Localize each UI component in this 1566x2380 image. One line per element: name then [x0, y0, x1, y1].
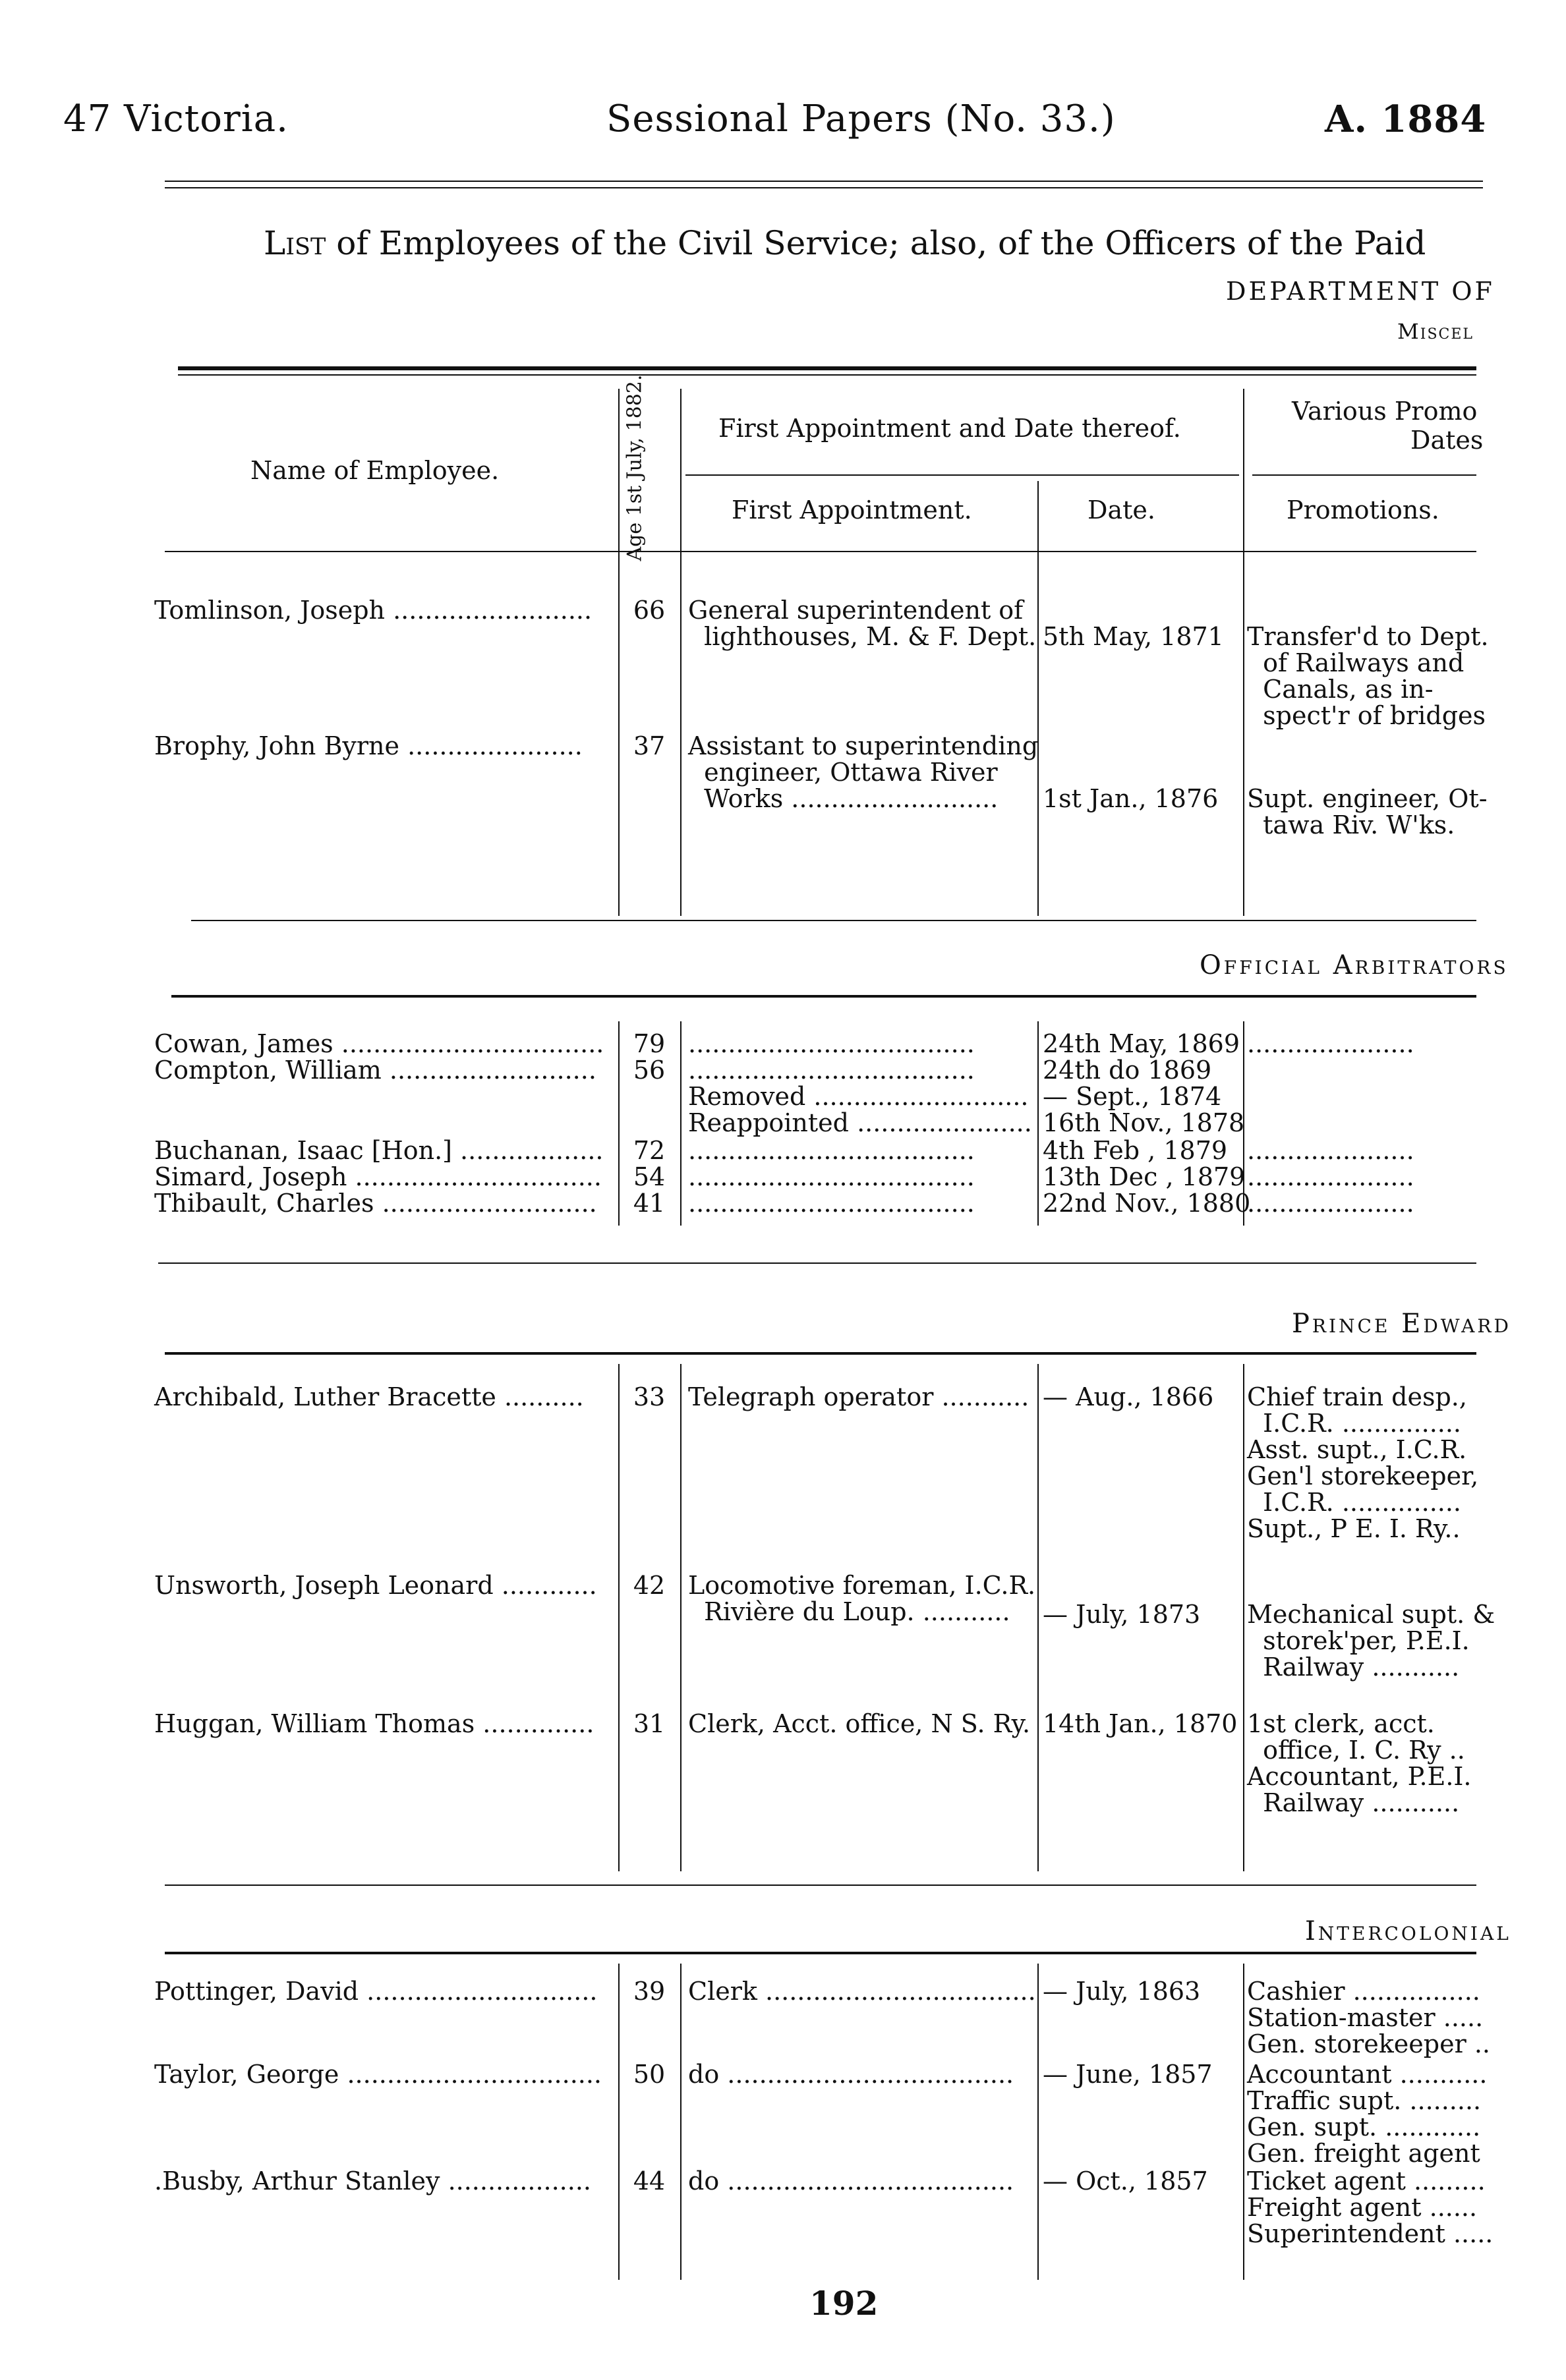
row-age: 56 [633, 1056, 666, 1085]
section-rule [158, 1262, 1476, 1264]
row-age: 54 [633, 1162, 666, 1191]
running-head-right: A. 1884 [1325, 98, 1487, 141]
row-appointment: Clerk .................................. [688, 1977, 1036, 2006]
header-age: Age 1st July, 1882. [623, 374, 647, 561]
row-date: 13th Dec , 1879 [1043, 1162, 1246, 1191]
row-age: 41 [633, 1189, 666, 1218]
header-subrule [685, 474, 1239, 476]
row-promotions: Mechanical supt. & storek'per, P.E.I. Railway ........... [1247, 1600, 1495, 1682]
row-date: 4th Feb , 1879 [1043, 1136, 1228, 1165]
col-divider-1 [618, 1021, 620, 1226]
page-title [264, 224, 1516, 262]
section-rule [171, 995, 1476, 998]
col-divider-4 [1243, 389, 1244, 916]
running-head-left: 47 Victoria. [63, 98, 289, 140]
section-label-intercolonial: Intercolonial [1305, 1916, 1511, 1946]
row-appointment: do .................................... [688, 2167, 1014, 2196]
header-rule-1 [165, 181, 1483, 182]
col-divider-2 [680, 1964, 682, 2280]
row-promotions: ..................... [1247, 1029, 1414, 1058]
row-age: 79 [633, 1029, 666, 1058]
row-name: Tomlinson, Joseph ......................... [154, 596, 593, 625]
table-top-rule [178, 366, 1476, 370]
table-top-rule-2 [178, 374, 1476, 376]
row-name: Huggan, William Thomas .............. [154, 1709, 594, 1738]
header-promotions-group-sub: Dates [1410, 426, 1484, 455]
header-name: Name of Employee. [250, 456, 500, 485]
header-date: Date. [1088, 496, 1155, 524]
row-promotions: Supt. engineer, Ot- tawa Riv. W'ks. [1247, 784, 1488, 839]
row-promotions: ..................... [1247, 1162, 1414, 1191]
row-name: Pottinger, David ............................. [154, 1977, 598, 2006]
row-age: 42 [633, 1571, 666, 1600]
col-divider-3 [1037, 1021, 1039, 1226]
row-appointment: .................................... [688, 1162, 975, 1191]
row-appointment: Clerk, Acct. office, N S. Ry. [688, 1709, 1031, 1738]
header-promotions: Promotions. [1287, 496, 1439, 524]
row-promotions: ..................... [1247, 1136, 1414, 1165]
row-name: Taylor, George ................................ [154, 2060, 602, 2089]
row-appointment: Telegraph operator ........... [688, 1382, 1030, 1411]
section-rule [165, 1884, 1476, 1886]
row-date: — June, 1857 [1043, 2060, 1213, 2089]
row-age: 72 [633, 1136, 666, 1165]
header-rule-2 [165, 187, 1483, 188]
row-appointment: General superintendent of lighthouses, M. & F. Dept. [688, 596, 1037, 651]
title-lead: List [264, 224, 326, 262]
section-label-prince-edward: Prince Edward [1292, 1309, 1511, 1339]
row-name: Cowan, James ................................. [154, 1029, 604, 1058]
row-appointment: .................................... [688, 1189, 975, 1218]
header-promotions-group: Various Promo [1292, 397, 1478, 426]
row-age: 33 [633, 1382, 666, 1411]
row-promotions: 1st clerk, acct. office, I. C. Ry .. Accountant, P.E.I. Railway ........... [1247, 1709, 1472, 1817]
row-date: — July, 1863 [1043, 1977, 1201, 2006]
section-rule [165, 1952, 1476, 1954]
header-bottom-rule [165, 551, 1476, 552]
row-date: 14th Jan., 1870 [1043, 1709, 1238, 1738]
col-divider-3 [1037, 1364, 1039, 1871]
row-promotions: ..................... [1247, 1189, 1414, 1218]
row-age: 37 [633, 731, 666, 760]
row-appointment: Locomotive foreman, I.C.R. Rivière du Loup. ........... [688, 1571, 1036, 1626]
col-divider-2 [680, 1364, 682, 1871]
row-promotions: Transfer'd to Dept. of Railways and Canals, as in- spect'r of bridges [1247, 622, 1489, 730]
col-divider-2 [680, 1021, 682, 1226]
header-first-appointment: First Appointment. [732, 496, 972, 524]
row-age: 50 [633, 2060, 666, 2089]
row-name: Thibault, Charles ........................... [154, 1189, 597, 1218]
row-age: 39 [633, 1977, 666, 2006]
row-name: Simard, Joseph ............................... [154, 1162, 602, 1191]
row-promotions: Ticket agent ......... Freight agent ...... Superintendent ..... [1247, 2167, 1494, 2248]
row-promotions: Chief train desp., I.C.R. ............... Asst. supt., I.C.R. Gen'l storekeeper, I.C.R. ............... Supt., P E. I. Ry.. [1247, 1382, 1479, 1543]
section-label-official-arbitrators: Official Arbitrators [1200, 950, 1509, 980]
row-date: 24th May, 1869 [1043, 1029, 1240, 1058]
row-name: .Busby, Arthur Stanley .................. [154, 2167, 591, 2196]
row-name: Unsworth, Joseph Leonard ............ [154, 1571, 597, 1600]
row-appointment: .................................... [688, 1136, 975, 1165]
col-divider-3 [1037, 1964, 1039, 2280]
section-rule [191, 920, 1476, 921]
row-date: — July, 1873 [1043, 1600, 1201, 1629]
row-name: Compton, William .......................... [154, 1056, 596, 1085]
row-name: Buchanan, Isaac [Hon.] .................. [154, 1136, 604, 1165]
row-appointment: do .................................... [688, 2060, 1014, 2089]
row-date: — Aug., 1866 [1043, 1382, 1214, 1411]
header-promo-subrule [1252, 474, 1476, 476]
col-divider-3 [1037, 481, 1039, 916]
row-name: Archibald, Luther Bracette .......... [154, 1382, 584, 1411]
department-sub-label: Miscel [1397, 319, 1474, 344]
col-divider-1 [618, 1364, 620, 1871]
row-date: 22nd Nov., 1880 [1043, 1189, 1251, 1218]
row-date: — Oct., 1857 [1043, 2167, 1208, 2196]
row-age: 44 [633, 2167, 666, 2196]
col-divider-4 [1243, 1364, 1244, 1871]
row-date: 24th do 1869 — Sept., 1874 16th Nov., 1878 [1043, 1056, 1245, 1137]
row-appointment: Assistant to superintending engineer, Ottawa River Works .......................... [688, 731, 1039, 813]
col-divider-1 [618, 389, 620, 916]
col-divider-2 [680, 389, 682, 916]
header-first-appointment-group: First Appointment and Date thereof. [718, 414, 1181, 443]
title-rest: of Employees of the Civil Service; also, of the Officers of the Paid [326, 224, 1426, 262]
row-age: 31 [633, 1709, 666, 1738]
row-date: 5th May, 1871 [1043, 622, 1224, 651]
col-divider-1 [618, 1964, 620, 2280]
row-appointment: .................................... Removed ........................... Reappointed ...................... [688, 1056, 1032, 1137]
row-name: Brophy, John Byrne ...................... [154, 731, 583, 760]
running-head-center: Sessional Papers (No. 33.) [606, 98, 1116, 140]
row-date: 1st Jan., 1876 [1043, 784, 1219, 813]
row-appointment: .................................... [688, 1029, 975, 1058]
department-label: DEPARTMENT OF [1226, 277, 1495, 306]
row-promotions: Accountant ........... Traffic supt. ......... Gen. supt. ............ Gen. freight agent [1247, 2060, 1488, 2168]
row-promotions: Cashier ................ Station-master ..... Gen. storekeeper .. [1247, 1977, 1490, 2058]
col-divider-4 [1243, 1964, 1244, 2280]
row-age: 66 [633, 596, 666, 625]
page-number: 192 [809, 2284, 879, 2323]
section-rule [165, 1352, 1476, 1355]
